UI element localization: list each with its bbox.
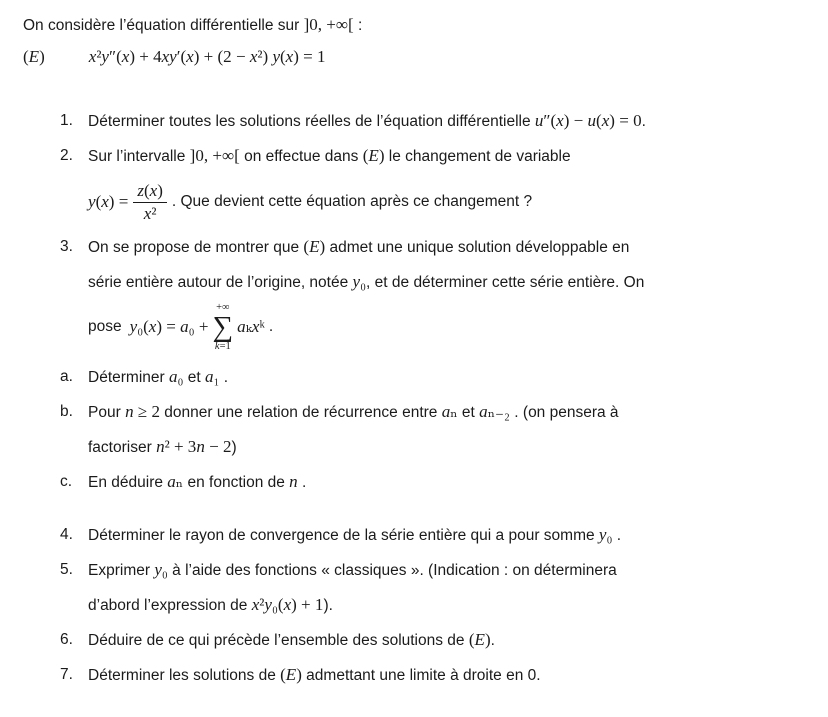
question-5-text-c: d’abord l’expression de bbox=[88, 597, 252, 614]
series-definition-equation bbox=[88, 300, 810, 354]
equation-reference: (E) bbox=[280, 665, 302, 684]
interval-notation: ]0, +∞[ bbox=[189, 146, 240, 165]
question-3c bbox=[60, 465, 810, 500]
question-3 bbox=[60, 230, 810, 354]
question-5-text-a: Exprimer bbox=[88, 562, 155, 579]
polynomial-to-factor: n² + 3n − 2 bbox=[156, 437, 232, 456]
question-1-period: . bbox=[641, 113, 646, 130]
question-3c-text-a: En déduire bbox=[88, 474, 168, 491]
question-3b-close-paren: ) bbox=[231, 439, 237, 456]
equation-reference: (E) bbox=[468, 630, 491, 649]
question-3b-marker: b. bbox=[60, 403, 73, 420]
question-3-text-a: On se propose de montrer que bbox=[88, 239, 304, 256]
question-2-marker: 2. bbox=[60, 147, 73, 164]
question-5-line-2 bbox=[88, 588, 810, 623]
question-1 bbox=[60, 104, 810, 139]
n-variable: n bbox=[289, 472, 298, 491]
question-3-text-b: admet une unique solution développable en bbox=[325, 239, 630, 256]
interval-notation: ]0, +∞[ bbox=[303, 15, 354, 34]
question-3b bbox=[60, 395, 810, 465]
series-general-term: aₖxᵏ bbox=[237, 317, 265, 336]
question-7-text-a: Déterminer les solutions de bbox=[88, 667, 281, 684]
y0-notation: y₀ bbox=[154, 560, 168, 579]
question-3b-text-d: . (on pensera à bbox=[509, 404, 619, 421]
fraction-numerator: z(x) bbox=[137, 180, 163, 200]
question-3c-text-b: en fonction de bbox=[183, 474, 290, 491]
question-3a-marker: a. bbox=[60, 368, 73, 385]
hint-expression: x²y₀(x) + 1 bbox=[251, 595, 324, 614]
fraction-lhs: y(x) = bbox=[88, 192, 129, 211]
question-2-text-c: le changement de variable bbox=[384, 148, 571, 165]
question-6-marker: 6. bbox=[60, 631, 73, 648]
y0-notation: y₀ bbox=[352, 272, 367, 291]
equation-reference: (E) bbox=[303, 237, 326, 256]
question-3a bbox=[60, 360, 810, 395]
question-2-text-a: Sur l’intervalle bbox=[88, 148, 190, 165]
intro-colon: : bbox=[353, 17, 363, 34]
an-notation: aₙ bbox=[167, 472, 184, 491]
question-5-text-b: à l’aide des fonctions « classiques ». (Indication : on déterminera bbox=[167, 562, 617, 579]
question-1-text: Déterminer toutes les solutions réelles de l’équation différentielle bbox=[88, 113, 535, 130]
a1-notation: a₁ bbox=[204, 367, 220, 386]
question-2-line-1 bbox=[88, 139, 810, 174]
n-condition: n ≥ 2 bbox=[125, 402, 160, 421]
question-3b-text-e: factoriser bbox=[88, 439, 157, 456]
question-3b-line-1 bbox=[88, 395, 810, 430]
intro-text: On considère l’équation différentielle sur bbox=[23, 17, 304, 34]
an-2-notation: aₙ₋₂ bbox=[479, 402, 510, 421]
question-4-text: Déterminer le rayon de convergence de la série entière qui a pour somme bbox=[88, 527, 599, 544]
question-6-period: . bbox=[490, 632, 495, 649]
question-3b-line-2 bbox=[88, 430, 810, 465]
summation-sigma-symbol: ∑ bbox=[212, 311, 234, 343]
equation-reference: (E) bbox=[362, 146, 385, 165]
an-notation: aₙ bbox=[441, 402, 458, 421]
equation-label: (E) bbox=[23, 47, 45, 66]
question-3a-text-a: Déterminer bbox=[88, 369, 169, 386]
question-1-marker: 1. bbox=[60, 112, 73, 129]
question-2 bbox=[60, 139, 810, 230]
equation-body: x²y″(x) + 4xy′(x) + (2 − x²) y(x) = 1 bbox=[88, 47, 326, 66]
question-2-text-d: . Que devient cette équation après ce changement ? bbox=[171, 193, 533, 210]
question-3-marker: 3. bbox=[60, 238, 73, 255]
question-5-close: ). bbox=[323, 597, 333, 614]
question-2-text-b: on effectue dans bbox=[239, 148, 363, 165]
question-5-line-1 bbox=[88, 553, 810, 588]
question-7-marker: 7. bbox=[60, 666, 73, 683]
question-3-line-1 bbox=[88, 230, 810, 265]
question-1-math: u″(x) − u(x) = 0 bbox=[534, 111, 642, 130]
question-3b-text-c: et bbox=[457, 404, 480, 421]
question-3b-text-b: donner une relation de récurrence entre bbox=[159, 404, 442, 421]
summation-block bbox=[212, 302, 233, 352]
question-6 bbox=[60, 623, 810, 658]
pose-word: pose bbox=[88, 318, 122, 335]
question-3b-text-a: Pour bbox=[88, 404, 126, 421]
question-3-line-2 bbox=[88, 265, 810, 300]
question-4 bbox=[60, 518, 810, 553]
summation-lower-limit: k=1 bbox=[214, 341, 231, 352]
question-7-text-b: admettant une limite à droite en 0. bbox=[301, 667, 541, 684]
change-of-variable-equation bbox=[88, 174, 810, 230]
question-3c-period: . bbox=[297, 474, 307, 491]
math-fraction bbox=[133, 181, 167, 223]
question-3a-period: . bbox=[219, 369, 229, 386]
question-4-period: . bbox=[612, 527, 622, 544]
equation-line bbox=[23, 37, 810, 78]
question-6-text: Déduire de ce qui précède l’ensemble des solutions de bbox=[88, 632, 469, 649]
question-4-marker: 4. bbox=[60, 526, 73, 543]
fraction-denominator: x² bbox=[133, 202, 167, 224]
question-3-period: . bbox=[268, 318, 274, 335]
question-3c-marker: c. bbox=[60, 473, 73, 490]
y0-notation: y₀ bbox=[598, 525, 613, 544]
question-5-marker: 5. bbox=[60, 561, 73, 578]
question-7 bbox=[60, 658, 810, 693]
question-3-text-c: série entière autour de l’origine, notée bbox=[88, 274, 353, 291]
a0-notation: a₀ bbox=[168, 367, 184, 386]
summation-upper-limit: +∞ bbox=[216, 302, 230, 313]
question-3a-text-b: et bbox=[183, 369, 205, 386]
question-5 bbox=[60, 553, 810, 623]
question-3-text-d: , et de déterminer cette série entière. On bbox=[366, 274, 645, 291]
intro-line bbox=[23, 14, 810, 37]
series-lhs: y₀(x) = a₀ + bbox=[129, 317, 209, 336]
